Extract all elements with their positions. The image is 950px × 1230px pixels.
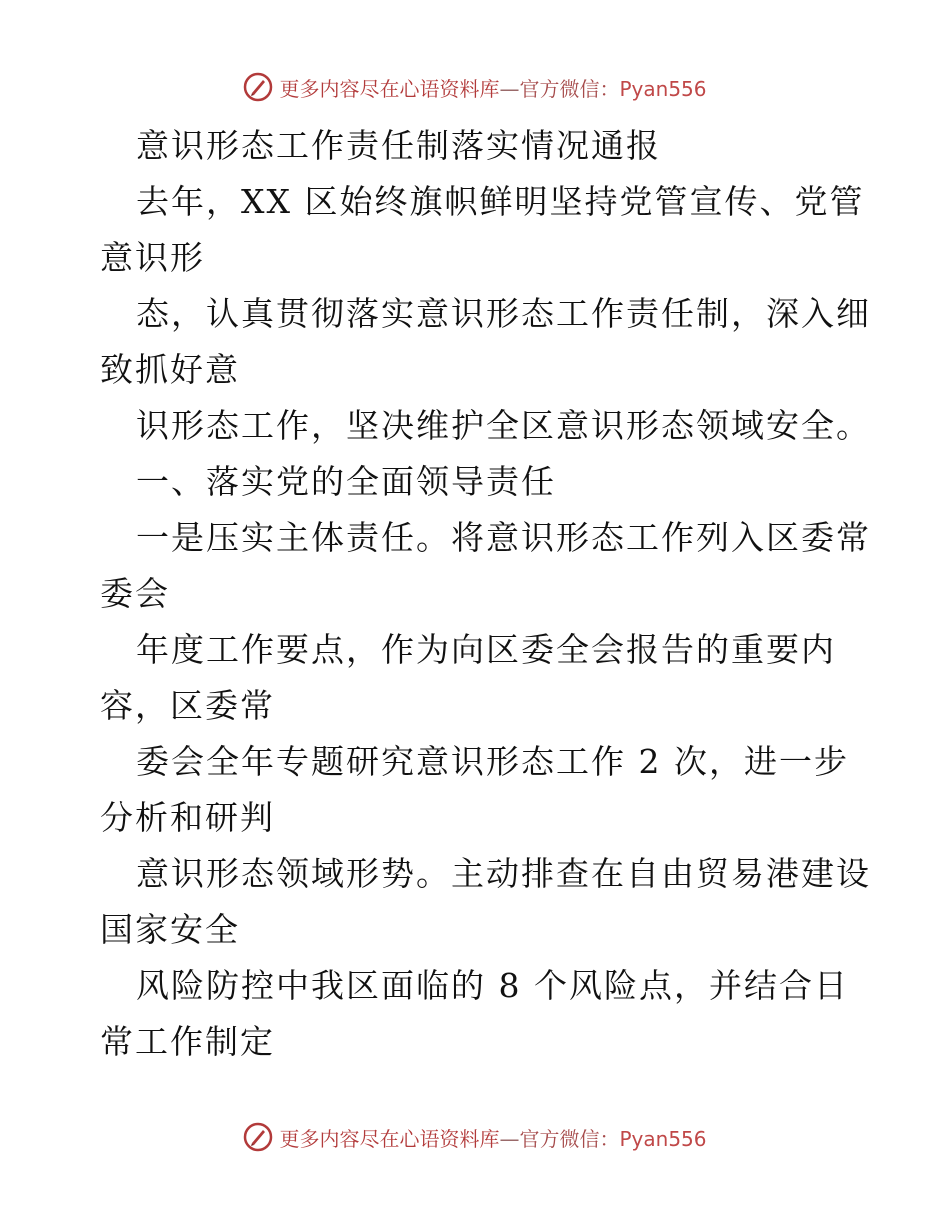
text-line: 识形态工作，坚决维护全区意识形态领域安全。	[136, 406, 871, 445]
text-line: 态，认真贯彻落实意识形态工作责任制，深入细	[136, 294, 871, 333]
text-line: 意识形态领域形势。主动排查在自由贸易港建设	[136, 854, 871, 893]
header-banner	[0, 72, 950, 102]
text-line: 委会全年专题研究意识形态工作 2 次，进一步	[136, 742, 849, 781]
banner-text	[279, 73, 706, 102]
banner-wechat-label: 官方微信：	[519, 1126, 620, 1151]
quill-pen-icon	[243, 72, 273, 102]
text-line: 去年，XX 区始终旗帜鲜明坚持党管宣传、党管	[136, 182, 865, 221]
banner-wechat-id: Pyan556	[619, 1126, 707, 1151]
text-line: 年度工作要点，作为向区委全会报告的重要内	[136, 630, 836, 669]
banner-site-text: 更多内容尽在心语资料库	[279, 76, 500, 101]
footer-banner	[0, 1122, 950, 1152]
text-line: 意识形	[100, 238, 205, 277]
text-line: 容，区委常	[100, 686, 275, 725]
banner-dash: —	[499, 76, 520, 101]
document-body	[100, 118, 871, 1070]
banner-wechat-id: Pyan556	[619, 76, 707, 101]
text-line: 分析和研判	[100, 798, 275, 837]
text-line: 委会	[100, 574, 170, 613]
banner-text	[279, 1123, 706, 1152]
banner-wechat-label: 官方微信：	[519, 76, 620, 101]
text-line: 风险防控中我区面临的 8 个风险点，并结合日	[136, 966, 849, 1005]
text-line: 一、落实党的全面领导责任	[136, 462, 556, 501]
banner-site-text: 更多内容尽在心语资料库	[279, 1126, 500, 1151]
text-line: 致抓好意	[100, 350, 240, 389]
text-line: 国家安全	[100, 910, 240, 949]
text-line: 常工作制定	[100, 1022, 275, 1061]
text-line: 一是压实主体责任。将意识形态工作列入区委常	[136, 518, 871, 557]
document-title: 意识形态工作责任制落实情况通报	[136, 126, 661, 165]
quill-pen-icon	[243, 1122, 273, 1152]
banner-dash: —	[499, 1126, 520, 1151]
